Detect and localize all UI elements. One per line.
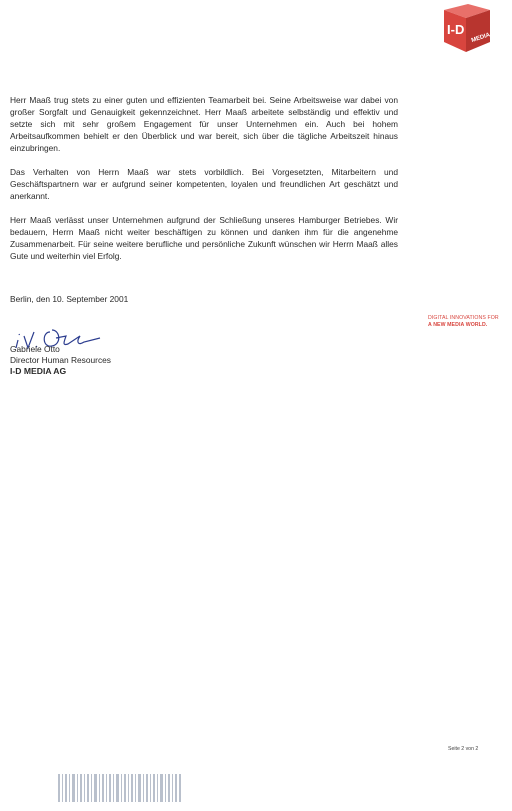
barcode bbox=[58, 774, 182, 802]
signer-title: Director Human Resources bbox=[10, 355, 111, 365]
tagline-line2: A NEW MEDIA WORLD. bbox=[428, 321, 488, 328]
paragraph-teamwork: Herr Maaß trug stets zu einer guten und effizienten Teamarbeit bei. Seine Arbeitsweise war dabei von großer Sorgfalt und Genauigkeit gekennzeichnet. Herr Maaß arbeitete selbständig und effektiv und setzte sich mit sehr großem Engagement für unser Unternehmen ein. Auch bei hohem Arbeitsaufkommen behielt er den Überblick und war bereit, sich über die tägliche Arbeitszeit hinaus einzubringen. bbox=[10, 95, 398, 153]
paragraph-conduct: Das Verhalten von Herrn Maaß war stets vorbildlich. Bei Vorgesetzten, Mitarbeitern und Geschäftspartnern war er aufgrund seiner kompetenten, loyalen und freundlichen Art geschätzt und anerkannt. bbox=[10, 167, 398, 201]
tagline bbox=[428, 315, 499, 328]
letter-body bbox=[10, 94, 398, 274]
date-line: Berlin, den 10. September 2001 bbox=[10, 294, 129, 304]
logo-letters: I-D bbox=[447, 22, 465, 37]
page-number: Seite 2 von 2 bbox=[448, 746, 479, 752]
logo-subtext: MEDIA bbox=[470, 32, 491, 44]
company-logo bbox=[438, 2, 496, 56]
company-name: I-D MEDIA AG bbox=[10, 366, 67, 376]
tagline-line1: DIGITAL INNOVATIONS FOR bbox=[428, 315, 499, 321]
signer-name: Gabriele Otto bbox=[10, 344, 60, 354]
paragraph-departure: Herr Maaß verlässt unser Unternehmen aufgrund der Schließung unseres Hamburger Betriebes. Wir bedauern, Herrn Maaß nicht weiter beschäftigen zu können und danken ihm für die angenehme Zusammenarbeit. Für seine weitere berufliche und persönliche Zukunft wünschen wir Herrn Maaß alles Gute und weiterhin viel Erfolg. bbox=[10, 215, 398, 261]
signature-block bbox=[10, 344, 111, 377]
